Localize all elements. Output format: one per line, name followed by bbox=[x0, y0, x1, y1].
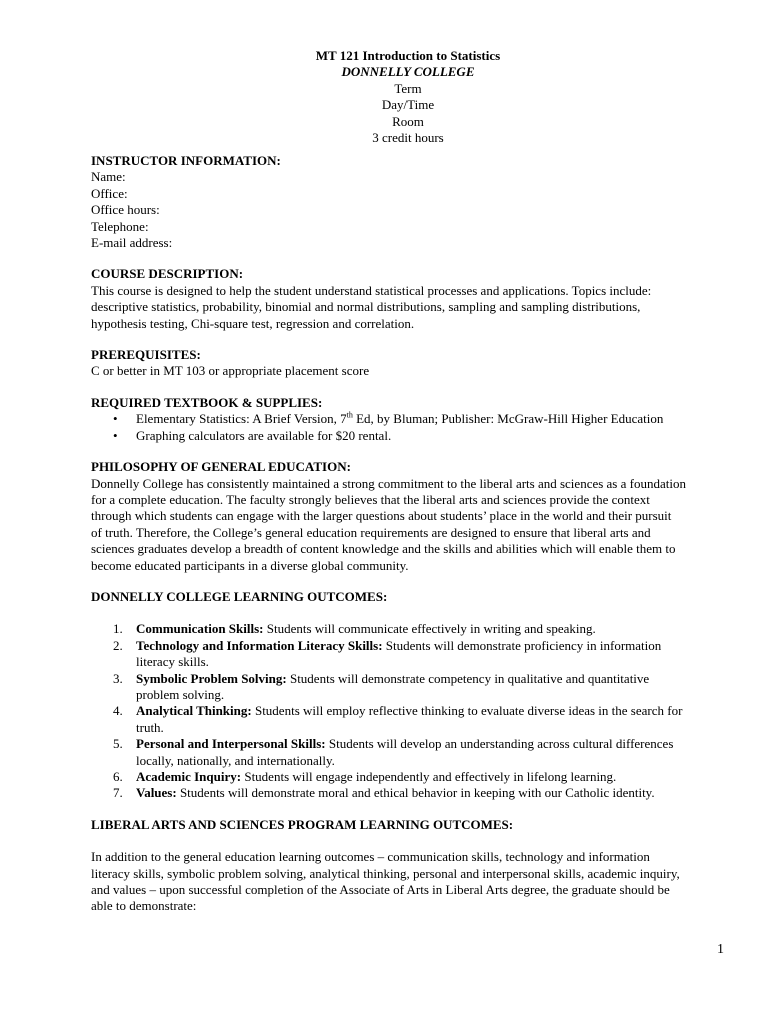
edition-superscript: th bbox=[346, 410, 353, 420]
liberal-arts-line: and values – upon successful completion of the Associate of Arts in Liberal Arts degree, the graduate should be bbox=[91, 882, 670, 898]
liberal-arts-heading: LIBERAL ARTS AND SCIENCES PROGRAM LEARNING OUTCOMES: bbox=[91, 816, 514, 832]
instructor-heading: INSTRUCTOR INFORMATION: bbox=[91, 153, 281, 168]
textbook-list bbox=[91, 411, 731, 444]
room-line: Room bbox=[392, 113, 424, 129]
calculator-item bbox=[91, 428, 731, 444]
outcome-text: Students will employ reflective thinking to evaluate diverse ideas in the search for bbox=[251, 703, 683, 719]
outcome-number: 5. bbox=[113, 736, 123, 752]
outcome-label: Symbolic Problem Solving: bbox=[136, 670, 287, 686]
outcome-item bbox=[91, 621, 731, 637]
outcome-item bbox=[91, 736, 731, 769]
outcome-text-continued: literacy skills. bbox=[136, 654, 209, 670]
outcome-label: Communication Skills: bbox=[136, 621, 264, 637]
outcome-item bbox=[91, 671, 731, 704]
textbook-heading: REQUIRED TEXTBOOK & SUPPLIES: bbox=[91, 394, 323, 410]
outcome-label: Personal and Interpersonal Skills: bbox=[136, 736, 326, 752]
syllabus-header bbox=[0, 48, 770, 146]
calculator-text: Graphing calculators are available for $20 rental. bbox=[136, 427, 392, 443]
philosophy-line: through which students can engage with the larger questions about students’ place in the world and their pursuit bbox=[91, 508, 672, 524]
spacer bbox=[91, 833, 731, 849]
outcome-text: Students will develop an understanding across cultural differences bbox=[325, 736, 674, 752]
outcome-label: Academic Inquiry: bbox=[136, 769, 242, 784]
spacer bbox=[91, 605, 731, 621]
course-title: MT 121 Introduction to Statistics bbox=[315, 48, 501, 63]
page-number: 1 bbox=[717, 942, 724, 957]
outcome-number: 3. bbox=[113, 670, 123, 686]
philosophy-heading: PHILOSOPHY OF GENERAL EDUCATION: bbox=[91, 459, 351, 475]
outcome-number: 7. bbox=[113, 785, 123, 801]
philosophy-line: become educated participants in a diverse global community. bbox=[91, 557, 409, 573]
course-description-line: descriptive statistics, probability, binomial and normal distributions, sampling and sampling distributions, bbox=[91, 299, 641, 315]
course-description-section bbox=[91, 266, 731, 332]
prerequisites-text: C or better in MT 103 or appropriate placement score bbox=[91, 363, 370, 379]
instructor-section bbox=[91, 153, 731, 251]
liberal-arts-section bbox=[91, 817, 731, 915]
liberal-arts-line: able to demonstrate: bbox=[91, 898, 197, 914]
learning-outcomes-list bbox=[91, 621, 731, 801]
course-description-line: This course is designed to help the student understand statistical processes and applications. Topics include: bbox=[91, 282, 652, 298]
term-line: Term bbox=[394, 80, 422, 96]
outcome-item bbox=[91, 703, 731, 736]
bullet-icon: • bbox=[113, 411, 118, 427]
outcome-item bbox=[91, 638, 731, 671]
outcome-text-continued: problem solving. bbox=[136, 686, 225, 702]
course-description-heading: COURSE DESCRIPTION: bbox=[91, 266, 244, 282]
credit-hours-line: 3 credit hours bbox=[372, 129, 444, 145]
textbook-publisher-text: Ed, by Bluman; Publisher: McGraw-Hill Higher Education bbox=[352, 411, 664, 427]
liberal-arts-line: In addition to the general education learning outcomes – communication skills, technology and information bbox=[91, 849, 650, 865]
outcome-text-continued: truth. bbox=[136, 719, 164, 735]
outcome-label: Analytical Thinking: bbox=[136, 703, 252, 719]
textbook-title-text: Elementary Statistics: A Brief Version, 7 bbox=[136, 411, 347, 427]
philosophy-line: for a complete education. The faculty strongly believes that the liberal arts and sciences provide the context bbox=[91, 491, 650, 507]
philosophy-section bbox=[91, 459, 731, 574]
outcome-label: Technology and Information Literacy Skills: bbox=[136, 637, 383, 653]
daytime-line: Day/Time bbox=[381, 97, 435, 113]
outcome-number: 1. bbox=[113, 621, 123, 637]
prerequisites-heading: PREREQUISITES: bbox=[91, 347, 201, 363]
outcome-label: Values: bbox=[136, 785, 177, 801]
syllabus-body bbox=[91, 153, 731, 930]
philosophy-line: sciences graduates develop a breadth of content knowledge and the skills and abilities which will enable them to bbox=[91, 541, 676, 557]
learning-outcomes-section bbox=[91, 589, 731, 802]
textbook-section bbox=[91, 395, 731, 444]
prerequisites-section bbox=[91, 347, 731, 380]
college-name: DONNELLY COLLEGE bbox=[341, 64, 475, 80]
outcome-number: 2. bbox=[113, 637, 123, 653]
instructor-office-hours-field: Office hours: bbox=[91, 202, 160, 218]
outcome-text: Students will demonstrate moral and ethical behavior in keeping with our Catholic identity. bbox=[176, 785, 655, 801]
instructor-email-field: E-mail address: bbox=[91, 235, 173, 251]
outcome-text: Students will communicate effectively in writing and speaking. bbox=[263, 621, 596, 637]
instructor-office-field: Office: bbox=[91, 185, 128, 201]
instructor-name-field: Name: bbox=[91, 169, 126, 185]
textbook-item bbox=[91, 411, 731, 427]
outcome-text: Students will engage independently and effectively in lifelong learning. bbox=[241, 769, 617, 784]
liberal-arts-line: literacy skills, symbolic problem solving, analytical thinking, personal and interpersonal skills, academic inquiry, bbox=[91, 865, 680, 881]
learning-outcomes-heading: DONNELLY COLLEGE LEARNING OUTCOMES: bbox=[91, 588, 388, 604]
outcome-text-continued: locally, nationally, and internationally. bbox=[136, 752, 335, 768]
outcome-item bbox=[91, 769, 731, 785]
outcome-text: Students will demonstrate proficiency in information bbox=[382, 637, 662, 653]
outcome-number: 4. bbox=[113, 703, 123, 719]
bullet-icon: • bbox=[113, 427, 118, 443]
philosophy-line: Donnelly College has consistently maintained a strong commitment to the liberal arts and sciences as a foundation bbox=[91, 475, 686, 491]
outcome-number: 6. bbox=[113, 769, 123, 784]
outcome-text: Students will demonstrate competency in qualitative and quantitative bbox=[286, 670, 650, 686]
outcome-item bbox=[91, 785, 731, 801]
philosophy-line: of truth. Therefore, the College’s general education requirements are designed to ensure that liberal arts and bbox=[91, 524, 651, 540]
instructor-telephone-field: Telephone: bbox=[91, 218, 149, 234]
course-description-line: hypothesis testing, Chi-square test, regression and correlation. bbox=[91, 315, 415, 331]
